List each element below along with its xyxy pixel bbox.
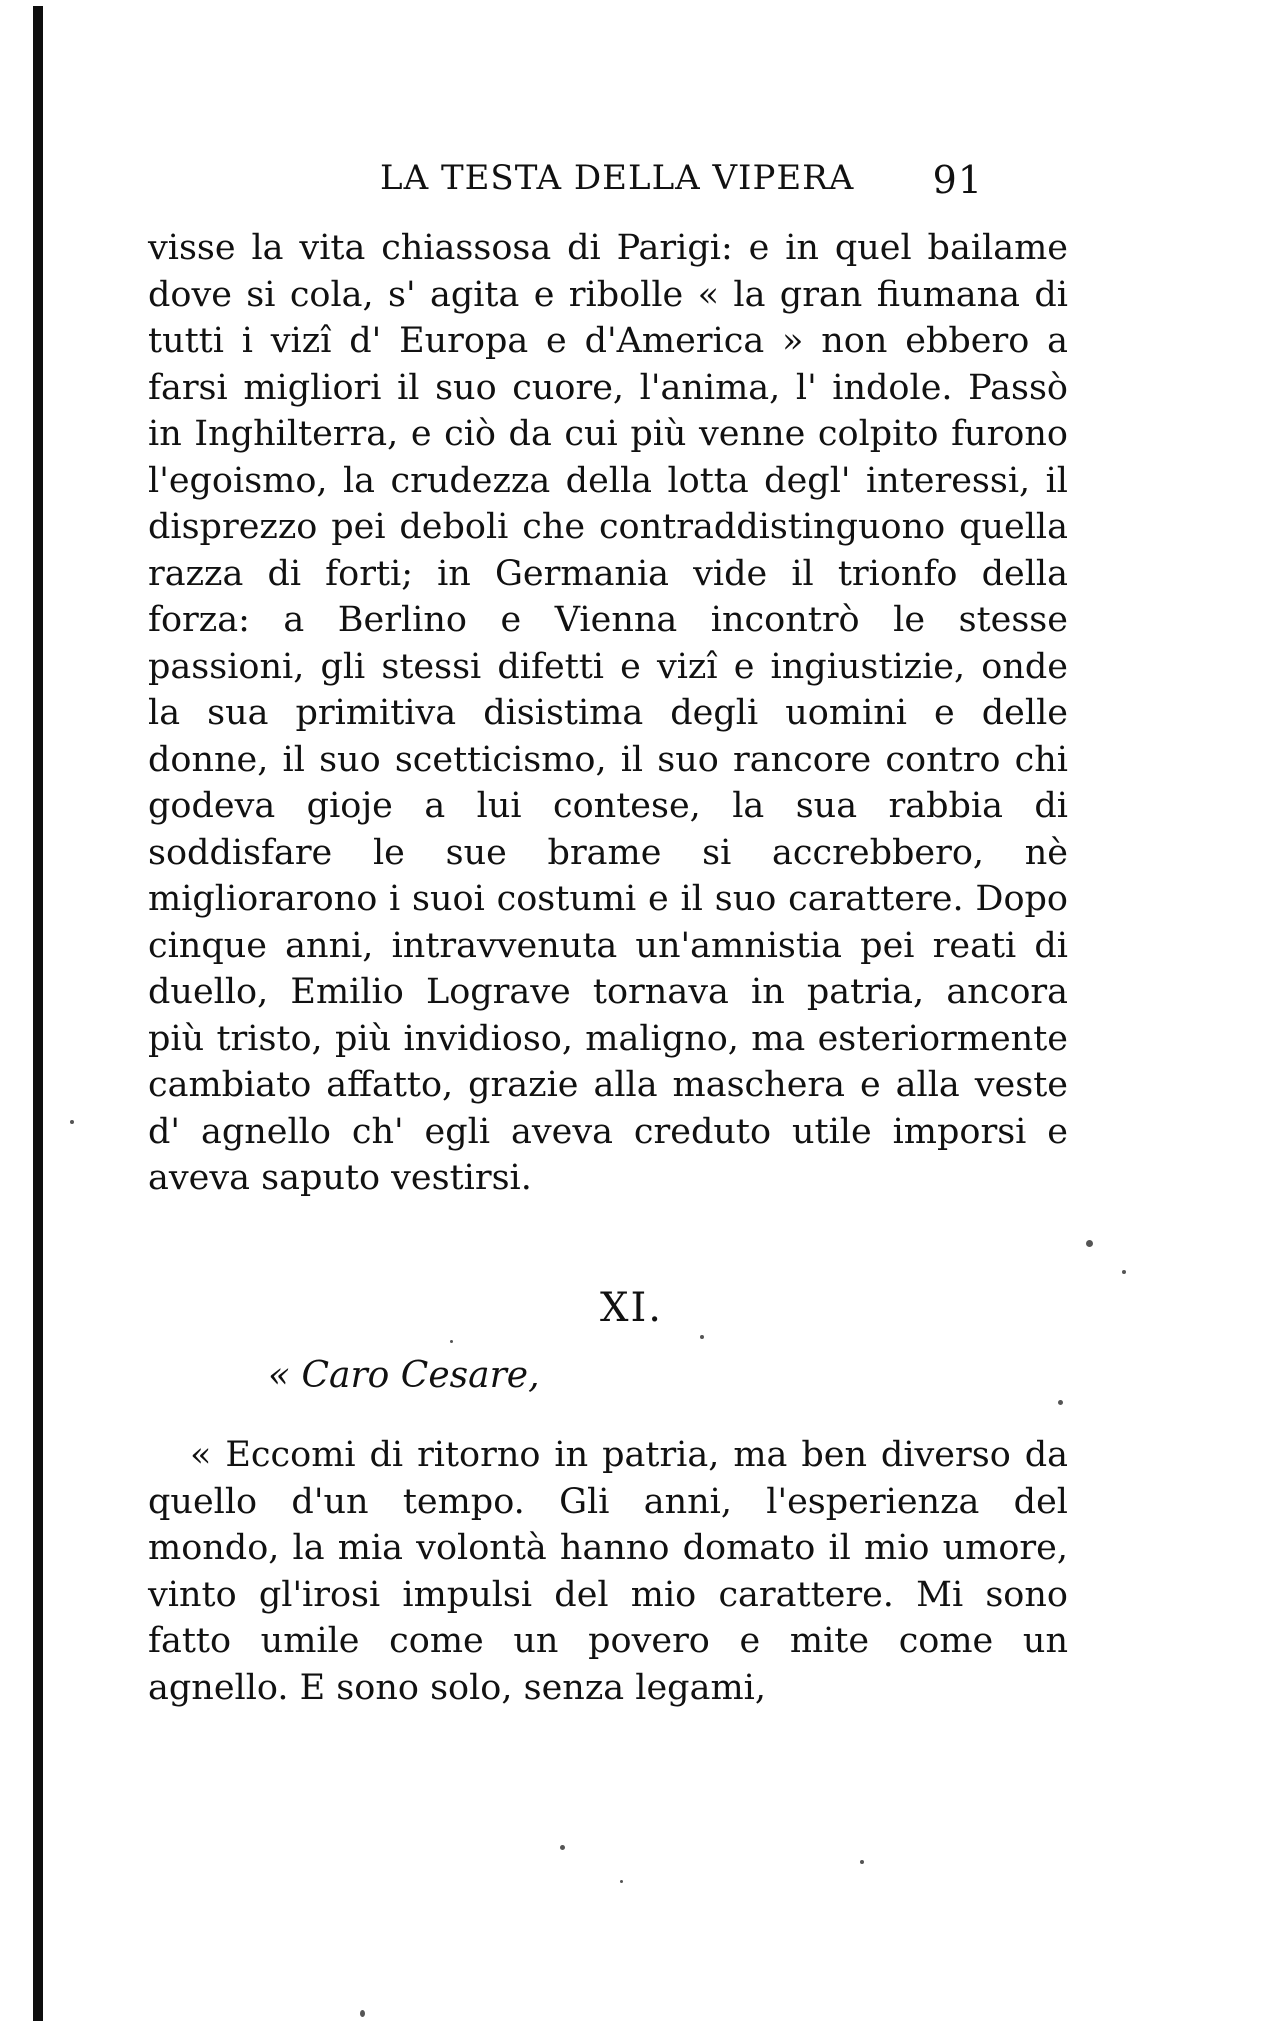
print-speck bbox=[450, 1340, 453, 1343]
letter-salutation: « Caro Cesare, bbox=[268, 1355, 540, 1396]
print-speck bbox=[1122, 1270, 1126, 1274]
print-speck bbox=[560, 1845, 565, 1850]
body-paragraph-2 bbox=[148, 1432, 1068, 1711]
running-head: LA TESTA DELLA VIPERA bbox=[380, 158, 855, 198]
section-heading: XI. bbox=[600, 1285, 663, 1331]
paragraph-text: visse la vita chiassosa di Parigi: e in quel bailame dove si cola, s' agita e ribolle « la gran fiumana di tutti i vizî d' Europa e d'America » non ebbero a farsi migliori il suo cuore, l'anima, l' indole. Passò in Inghilterra, e ciò da cui più venne colpito furono l'egoismo, la crudezza della lotta degl' interessi, il disprezzo pei deboli che contraddistinguono quella razza di forti; in Germania vide il trionfo della forza: a Berlino e Vienna incontrò le stesse passioni, gli stessi difetti e vizî e ingiustizie, onde la sua primitiva disistima degli uomini e delle donne, il suo scetticismo, il suo rancore contro chi godeva gioje a lui contese, la sua rabbia di soddisfare le sue brame si accrebbero, nè migliorarono i suoi costumi e il suo carattere. Dopo cinque anni, intravvenuta un'amnistia pei reati di duello, Emilio Lograve tornava in patria, ancora più tristo, più invidioso, maligno, ma esteriormente cambiato affatto, grazie alla maschera e alla veste d' agnello ch' egli aveva creduto utile imporsi e aveva saputo vestirsi. bbox=[148, 228, 1068, 1198]
page-number: 91 bbox=[932, 158, 983, 202]
print-speck bbox=[70, 1120, 74, 1124]
print-speck bbox=[360, 2010, 365, 2017]
body-paragraph-1 bbox=[148, 225, 1068, 1202]
print-speck bbox=[1058, 1400, 1063, 1405]
print-speck bbox=[1086, 1240, 1093, 1247]
binding-edge bbox=[33, 6, 43, 2021]
paragraph-text: « Eccomi di ritorno in patria, ma ben diverso da quello d'un tempo. Gli anni, l'esperienza del mondo, la mia volontà hanno domato il mio umore, vinto gl'irosi impulsi del mio carattere. Mi sono fatto umile come un povero e mite come un agnello. E sono solo, senza legami, bbox=[148, 1435, 1068, 1708]
print-speck bbox=[700, 1335, 704, 1339]
print-speck bbox=[620, 1880, 623, 1883]
page-header bbox=[360, 158, 983, 208]
print-speck bbox=[860, 1860, 864, 1864]
